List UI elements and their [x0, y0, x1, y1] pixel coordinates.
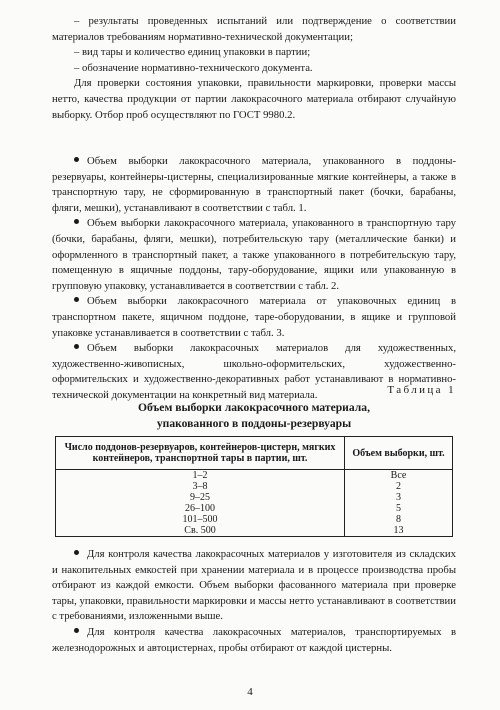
- bullet-paragraph: Для контроля качества лакокрасочных материалов у изготовителя из складских и накопительных емкостей при хранении материала и в процессе производства пробы отбирают из каждой емкости. Объем выборки фасованного материала при проверке тары, упаковки, правильности маркировки и массы нетто устанавливают в соответствии с требованиями, изложенными выше.: [52, 548, 456, 623]
- table-cell-sample: 2: [345, 481, 453, 492]
- bullet-paragraph: Объем выборки лакокрасочных материалов для художественных, художественно-живописных, школьно-оформительских, художественно-оформительских и художественно-декоративных работ устанавливают в нормативно-технической документации на конкретный вид материала.: [52, 342, 456, 401]
- table-row: [56, 492, 453, 503]
- bullet-paragraph: Для контроля качества лакокрасочных материалов, транспортируемых в железнодорожных и автоцистернах, пробы отбирают от каждой цистерны.: [52, 625, 456, 654]
- bullet-icon: [74, 628, 79, 633]
- table-cell-range: 1–2: [56, 470, 345, 482]
- bullet-paragraph: Объем выборки лакокрасочного материала, упакованного в поддоны-резервуары, контейнеры-цистерны, специализированные мягкие контейнеры, а также в транспортную тару, не сформированную в транспортный пакет (бочки, барабаны, фляги, мешки), устанавливают в соответствии с табл. 1.: [52, 155, 456, 214]
- table-cell-range: 3–8: [56, 481, 345, 492]
- table-cell-range: 9–25: [56, 492, 345, 503]
- table-row: [56, 470, 453, 482]
- bullet-block: [52, 154, 456, 404]
- bullet-icon: [74, 297, 79, 302]
- table-cell-range: 101–500: [56, 514, 345, 525]
- table-cell-sample: 5: [345, 503, 453, 514]
- table-title-line: Объем выборки лакокрасочного материала,: [138, 401, 370, 414]
- bullet-icon: [74, 219, 79, 224]
- table-row: [56, 503, 453, 514]
- sample-size-table: [55, 436, 453, 537]
- bullet-icon: [74, 550, 79, 555]
- bullet-icon: [74, 344, 79, 349]
- table-cell-sample: 3: [345, 492, 453, 503]
- table-row: [56, 525, 453, 537]
- table-cell-range: Св. 500: [56, 525, 345, 537]
- bullet-paragraph: Объем выборки лакокрасочного материала от упаковочных единиц в транспортном пакете, ящичном поддоне, таре-оборудовании, в ящике и групповой упаковке устанавливается в соответствии с табл. 3.: [52, 295, 456, 339]
- table-title: [52, 400, 456, 432]
- table-cell-sample: 8: [345, 514, 453, 525]
- paragraph: Для проверки состояния упаковки, правильности маркировки, проверки массы нетто, качества продукции от партии лакокрасочного материала отбирают случайную выборку. Отбор проб осуществляют по ГОСТ 9980.2.: [52, 77, 456, 121]
- table-header-sample: Объем выборки, шт.: [345, 437, 453, 470]
- page-number: 4: [247, 686, 253, 698]
- table-title-line: упакованного в поддоны-резервуары: [156, 417, 352, 430]
- table-header-lots: Число поддонов-резервуаров, контейнеров-цистерн, мягких контейнеров, транспортной тары в партии, шт.: [56, 437, 345, 470]
- intro-line: – результаты проведенных испытаний или подтверждение о соответствии материалов требованиям нормативно-технической документации;: [52, 15, 456, 43]
- table-cell-sample: 13: [345, 525, 453, 537]
- intro-line: – обозначение нормативно-технического документа.: [74, 61, 313, 74]
- table-cell-sample: Все: [345, 470, 453, 482]
- after-table-block: [52, 547, 456, 656]
- table-row: [56, 514, 453, 525]
- bullet-icon: [74, 157, 79, 162]
- table-row: [56, 481, 453, 492]
- bullet-paragraph: Объем выборки лакокрасочного материала, упакованного в транспортную тару (бочки, барабаны, фляги, мешки), потребительскую тару (металлические банки) и оформленного в транспортный пакет, а также упакованного в потребительскую тару, помещенную в ящичные поддоны, тару-оборудование, ящики или упакованную в групповую упаковку, устанавливается в соответствии с табл. 2.: [52, 217, 456, 292]
- table-cell-range: 26–100: [56, 503, 345, 514]
- intro-line: – вид тары и количество единиц упаковки в партии;: [74, 46, 311, 59]
- table-caption: Таблица 1: [387, 384, 456, 396]
- intro-block: [52, 14, 456, 123]
